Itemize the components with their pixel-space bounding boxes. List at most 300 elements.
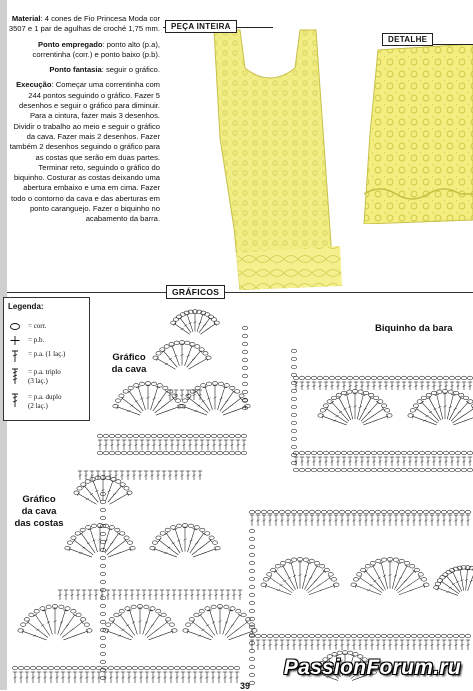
- chain-stitch: [109, 618, 114, 622]
- chain-stitch: [329, 468, 334, 472]
- chain-stitch: [263, 578, 268, 582]
- chain-stitch: [345, 634, 350, 638]
- chain-stitch: [198, 666, 203, 670]
- chain-stitch: [291, 389, 296, 393]
- crochet-stitch-top: [359, 576, 361, 580]
- chain-stitch: [393, 510, 398, 514]
- chain-stitch: [175, 434, 180, 438]
- chain-stitch: [115, 434, 120, 438]
- crochet-stitch-bar: [410, 589, 413, 591]
- chain-stitch: [334, 583, 339, 587]
- watermark: PassionForum.ru: [284, 656, 461, 680]
- chain-stitch: [353, 451, 358, 455]
- chain-stitch: [291, 429, 296, 433]
- chain-stitch: [115, 399, 120, 403]
- chain-stitch: [174, 666, 179, 670]
- peca-inteira-label: PEÇA INTEIRA: [165, 20, 237, 33]
- crochet-stitch-bar: [196, 363, 199, 365]
- chain-stitch: [449, 451, 454, 455]
- chain-stitch: [242, 390, 247, 394]
- chain-stitch: [127, 491, 132, 495]
- chain-stitch: [337, 651, 342, 655]
- chain-stitch: [100, 612, 105, 616]
- chain-stitch: [249, 609, 254, 613]
- chain-stitch: [100, 596, 105, 600]
- chain-stitch: [151, 434, 156, 438]
- chain-stitch: [389, 468, 394, 472]
- chain-stitch: [150, 666, 155, 670]
- chain-stitch: [241, 434, 246, 438]
- chain-stitch: [100, 500, 105, 504]
- chart-title-cava: Gráfico da cava: [103, 352, 155, 376]
- crochet-stitch-bar: [371, 415, 374, 417]
- chain-stitch: [145, 451, 150, 455]
- crochet-stitch-bar: [458, 411, 461, 413]
- chain-stitch: [215, 546, 220, 550]
- chain-stitch: [359, 468, 364, 472]
- chain-stitch: [229, 434, 234, 438]
- chain-stitch: [315, 634, 320, 638]
- chain-stitch: [357, 634, 362, 638]
- chain-stitch: [212, 382, 217, 386]
- crochet-stitch-bar: [317, 584, 320, 586]
- chain-stitch: [228, 666, 233, 670]
- chain-stitch: [291, 437, 296, 441]
- chain-stitch: [203, 352, 208, 356]
- chain-stitch: [195, 345, 200, 349]
- chain-stitch: [377, 376, 382, 380]
- chain-stitch: [124, 487, 129, 491]
- chain-stitch: [299, 468, 304, 472]
- chain-stitch: [249, 561, 254, 565]
- chain-stitch: [421, 578, 426, 582]
- chain-stitch: [405, 634, 410, 638]
- chain-stitch: [357, 510, 362, 514]
- chain-stitch: [291, 445, 296, 449]
- crochet-stitch-bar: [239, 635, 242, 637]
- chain-stitch: [186, 666, 191, 670]
- chain-stitch: [348, 651, 353, 655]
- chain-stitch: [465, 634, 470, 638]
- chain-stitch: [303, 634, 308, 638]
- crochet-stitch-bar: [230, 405, 233, 407]
- chain-stitch: [375, 510, 380, 514]
- chain-stitch: [331, 578, 336, 582]
- chain-stitch: [335, 468, 340, 472]
- chain-stitch: [357, 573, 362, 577]
- chart-title-costas: Gráfico da cava das costas: [8, 494, 70, 530]
- chain-stitch: [121, 434, 126, 438]
- chain-stitch: [90, 666, 95, 670]
- chain-stitch: [114, 666, 119, 670]
- chain-stitch: [103, 434, 108, 438]
- chain-stitch: [293, 468, 298, 472]
- chain-stitch: [97, 451, 102, 455]
- chain-stitch: [78, 666, 83, 670]
- chain-stitch: [199, 609, 204, 613]
- chain-stitch: [222, 666, 227, 670]
- chain-stitch: [375, 634, 380, 638]
- chain-stitch: [351, 634, 356, 638]
- chain-stitch: [429, 510, 434, 514]
- chain-stitch: [414, 568, 419, 572]
- chain-stitch: [249, 681, 254, 685]
- chain-stitch: [339, 510, 344, 514]
- chain-stitch: [353, 376, 358, 380]
- chain-stitch: [218, 382, 223, 386]
- chain-stitch: [100, 644, 105, 648]
- chain-stitch: [449, 376, 454, 380]
- chain-stitch: [351, 510, 356, 514]
- page-number: 39: [240, 681, 250, 691]
- chain-stitch: [236, 609, 241, 613]
- chain-stitch: [347, 468, 352, 472]
- chain-stitch: [106, 623, 111, 627]
- chain-stitch: [242, 326, 247, 330]
- chain-stitch: [192, 666, 197, 670]
- chain-stitch: [461, 468, 466, 472]
- chain-stitch: [163, 451, 168, 455]
- chain-stitch: [217, 434, 222, 438]
- chain-stitch: [467, 451, 472, 455]
- chain-stitch: [305, 376, 310, 380]
- chain-stitch: [12, 666, 17, 670]
- chain-stitch: [333, 510, 338, 514]
- crochet-stitch-bar: [464, 420, 467, 422]
- chain-stitch: [199, 451, 204, 455]
- chain-stitch: [235, 434, 240, 438]
- chain-stitch: [315, 510, 320, 514]
- chain-stitch: [347, 390, 352, 394]
- crochet-stitch-bar: [126, 625, 129, 627]
- chain-stitch: [193, 434, 198, 438]
- chain-stitch: [459, 634, 464, 638]
- chain-stitch: [309, 634, 314, 638]
- chain-stitch: [139, 451, 144, 455]
- chain-stitch: [100, 636, 105, 640]
- chain-stitch: [252, 629, 257, 633]
- chain-stitch: [347, 451, 352, 455]
- chain-stitch: [305, 451, 310, 455]
- chain-stitch: [187, 451, 192, 455]
- chain-stitch: [410, 409, 415, 413]
- chain-stitch: [371, 468, 376, 472]
- chain-stitch: [183, 629, 188, 633]
- chain-stitch: [455, 451, 460, 455]
- crochet-stitch-bar: [115, 547, 118, 549]
- chain-stitch: [280, 561, 285, 565]
- crochet-stitch-bar: [87, 542, 90, 544]
- chain-stitch: [275, 564, 280, 568]
- chain-stitch: [121, 451, 126, 455]
- chain-stitch: [267, 573, 272, 577]
- chain-stitch: [120, 666, 125, 670]
- chain-stitch: [230, 386, 235, 390]
- chain-stitch: [54, 666, 59, 670]
- chain-stitch: [273, 634, 278, 638]
- chain-stitch: [131, 605, 136, 609]
- chain-stitch: [285, 634, 290, 638]
- crochet-stitch-bar: [163, 405, 166, 407]
- chain-stitch: [120, 483, 125, 487]
- crochet-stitch-bar: [339, 411, 342, 413]
- chain-stitch: [100, 660, 105, 664]
- chain-stitch: [185, 341, 190, 345]
- chain-stitch: [335, 451, 340, 455]
- chain-stitch: [323, 376, 328, 380]
- chain-stitch: [242, 366, 247, 370]
- chain-stitch: [273, 510, 278, 514]
- chain-stitch: [124, 536, 129, 540]
- chain-stitch: [431, 468, 436, 472]
- chain-stitch: [156, 666, 161, 670]
- chain-stitch: [171, 526, 176, 530]
- chain-stitch: [417, 400, 422, 404]
- crochet-stitch-bar: [236, 629, 239, 631]
- chain-stitch: [449, 468, 454, 472]
- chain-stitch: [199, 348, 204, 352]
- chain-stitch: [359, 451, 364, 455]
- chain-stitch: [249, 665, 254, 669]
- chain-stitch: [382, 558, 387, 562]
- chain-stitch: [377, 468, 382, 472]
- chain-stitch: [186, 623, 191, 627]
- chain-stitch: [151, 451, 156, 455]
- chain-stitch: [419, 376, 424, 380]
- chain-stitch: [249, 577, 254, 581]
- legend-row-pa-duplo: = p.a. duplo (2 laç.): [8, 393, 26, 409]
- crochet-stitch-bar: [452, 583, 455, 585]
- chain-stitch: [200, 528, 205, 532]
- crochet-stitch-bar: [41, 625, 44, 627]
- chain-stitch: [335, 376, 340, 380]
- chain-stitch: [217, 451, 222, 455]
- crochet-stitch-top: [405, 565, 409, 567]
- chain-stitch: [223, 451, 228, 455]
- chain-stitch: [81, 483, 86, 487]
- crochet-stitch-bar: [404, 580, 407, 582]
- chain-stitch: [341, 391, 346, 395]
- chain-stitch: [297, 557, 302, 561]
- chain-stitch: [365, 468, 370, 472]
- chain-stitch: [150, 607, 155, 611]
- chain-stitch: [180, 313, 185, 317]
- chain-stitch: [413, 468, 418, 472]
- chain-stitch: [211, 434, 216, 438]
- chain-stitch: [447, 634, 452, 638]
- chain-stitch: [242, 342, 247, 346]
- chain-stitch: [175, 451, 180, 455]
- chain-stitch: [179, 341, 184, 345]
- chain-stitch: [234, 666, 239, 670]
- chain-stitch: [389, 376, 394, 380]
- chain-stitch: [132, 666, 137, 670]
- chain-stitch: [385, 409, 390, 413]
- chain-stitch: [100, 580, 105, 584]
- chain-stitch: [52, 604, 57, 608]
- chain-stitch: [323, 468, 328, 472]
- chain-stitch: [431, 376, 436, 380]
- chain-stitch: [285, 510, 290, 514]
- chain-stitch: [24, 618, 29, 622]
- chain-stitch: [453, 510, 458, 514]
- chain-stitch: [261, 510, 266, 514]
- crochet-stitch-bar: [429, 411, 432, 413]
- crochet-stitch-bar: [166, 410, 169, 412]
- chain-stitch: [164, 345, 169, 349]
- chain-stitch: [157, 434, 162, 438]
- chain-stitch: [469, 566, 473, 570]
- chain-stitch: [181, 434, 186, 438]
- chain-stitch: [443, 468, 448, 472]
- chain-stitch: [320, 409, 325, 413]
- legend-row-pa-triplo: = p.a. triplo (3 laç.): [8, 368, 26, 386]
- chain-stitch: [261, 583, 266, 587]
- chain-stitch: [353, 578, 358, 582]
- crochet-stitch-bar: [90, 493, 93, 495]
- execucao-paragraph: Execução: Começar uma correntinha com 244 pontos seguindo o gráfico. Fazer 5 desenhos e seguir o gráfico para diminuir. Para a cintura, fazer mais 3 desenhos. Dividir o trabalho ao meio e seguir o gráfico da cava. Fazer mais 2 desenhos. Fazer também 2 desenhos seguindo o gráfico para as costas que serão em duas partes. Terminar reto, seguindo o gráfico do biquinho. Costurar as costas deixando uma abertura embaixo e uma em cima. Fazer todo o contorno da cava e das aberturas em ponto caranguejo. Fazer o biquinho no acabamento da barra.: [8, 80, 160, 224]
- graficos-rule: [7, 292, 473, 293]
- chain-stitch: [153, 356, 158, 360]
- chain-stitch: [363, 391, 368, 395]
- chain-stitch: [419, 451, 424, 455]
- chain-stitch: [84, 623, 89, 627]
- chain-stitch: [309, 510, 314, 514]
- chain-stitch: [126, 666, 131, 670]
- chain-stitch: [441, 510, 446, 514]
- chain-stitch: [279, 510, 284, 514]
- chain-stitch: [81, 618, 86, 622]
- chain-stitch: [320, 564, 325, 568]
- chain-stitch: [205, 451, 210, 455]
- chain-stitch: [206, 382, 211, 386]
- chain-stitch: [267, 634, 272, 638]
- chain-stitch: [461, 376, 466, 380]
- chain-stitch: [205, 607, 210, 611]
- chain-stitch: [413, 376, 418, 380]
- crochet-stitch-bar: [117, 498, 120, 500]
- chain-stitch: [201, 384, 206, 388]
- chain-stitch: [297, 634, 302, 638]
- chain-stitch: [166, 618, 171, 622]
- chain-stitch: [193, 451, 198, 455]
- chain-stitch: [291, 357, 296, 361]
- chain-stitch: [145, 434, 150, 438]
- chain-stitch: [399, 559, 404, 563]
- legend-row-pb: = p.b.: [8, 336, 26, 347]
- chain-stitch: [100, 532, 105, 536]
- chain-stitch: [317, 451, 322, 455]
- chain-stitch: [345, 510, 350, 514]
- chain-stitch: [279, 634, 284, 638]
- chain-stitch: [411, 510, 416, 514]
- chain-stitch: [369, 510, 374, 514]
- chain-stitch: [318, 414, 323, 418]
- chain-stitch: [242, 374, 247, 378]
- chain-stitch: [242, 358, 247, 362]
- chain-stitch: [401, 451, 406, 455]
- chain-stitch: [172, 629, 177, 633]
- crochet-stitch-bar: [110, 542, 113, 544]
- chain-stitch: [156, 609, 161, 613]
- chain-stitch: [212, 541, 217, 545]
- chain-stitch: [407, 468, 412, 472]
- costas-diagram: [12, 471, 257, 683]
- chain-stitch: [163, 386, 168, 390]
- crochet-stitch-top: [315, 565, 319, 567]
- chain-stitch: [190, 342, 195, 346]
- chain-stitch: [369, 393, 374, 397]
- chain-stitch: [303, 510, 308, 514]
- crochet-stitch-top: [329, 576, 331, 580]
- chain-stitch: [128, 386, 133, 390]
- chain-stitch: [437, 390, 442, 394]
- chain-stitch: [100, 540, 105, 544]
- chain-stitch: [331, 396, 336, 400]
- chain-stitch: [169, 434, 174, 438]
- chain-stitch: [387, 510, 392, 514]
- crochet-stitch-bar: [156, 629, 159, 631]
- chain-stitch: [459, 393, 464, 397]
- chain-stitch: [249, 657, 254, 661]
- chain-stitch: [395, 376, 400, 380]
- chain-stitch: [224, 605, 229, 609]
- chain-stitch: [139, 382, 144, 386]
- chain-stitch: [120, 532, 125, 536]
- chain-stitch: [315, 561, 320, 565]
- chain-stitch: [249, 673, 254, 677]
- chain-stitch: [351, 583, 356, 587]
- chain-stitch: [327, 634, 332, 638]
- chain-stitch: [352, 389, 357, 393]
- chain-stitch: [291, 405, 296, 409]
- chain-stitch: [123, 390, 128, 394]
- chain-stitch: [156, 352, 161, 356]
- chain-stitch: [74, 491, 79, 495]
- chain-stitch: [103, 451, 108, 455]
- chain-stitch: [371, 451, 376, 455]
- chain-stitch: [371, 376, 376, 380]
- chain-stitch: [223, 434, 228, 438]
- chain-stitch: [100, 620, 105, 624]
- chain-stitch: [255, 510, 260, 514]
- chain-stitch: [249, 601, 254, 605]
- chain-stitch: [151, 382, 156, 386]
- chain-stitch: [109, 451, 114, 455]
- chain-stitch: [365, 451, 370, 455]
- chain-stitch: [383, 451, 388, 455]
- chain-stitch: [359, 376, 364, 380]
- chain-stitch: [363, 634, 368, 638]
- crochet-stitch-bar: [169, 358, 172, 360]
- chain-stitch: [249, 510, 254, 514]
- chain-stitch: [425, 376, 430, 380]
- chain-stitch: [125, 607, 130, 611]
- chain-stitch: [130, 546, 135, 550]
- chain-stitch: [157, 384, 162, 388]
- chain-stitch: [138, 666, 143, 670]
- crochet-stitch-bar: [203, 325, 206, 327]
- chain-stitch: [205, 313, 210, 317]
- chain-stitch: [323, 404, 328, 408]
- detail-fabric: [364, 44, 473, 224]
- chain-stitch: [100, 524, 105, 528]
- chain-stitch: [165, 528, 170, 532]
- chart-title-biquinho: Biquinho da bara: [375, 323, 473, 335]
- chain-stitch: [134, 384, 139, 388]
- chain-stitch: [100, 564, 105, 568]
- chain-stitch: [411, 634, 416, 638]
